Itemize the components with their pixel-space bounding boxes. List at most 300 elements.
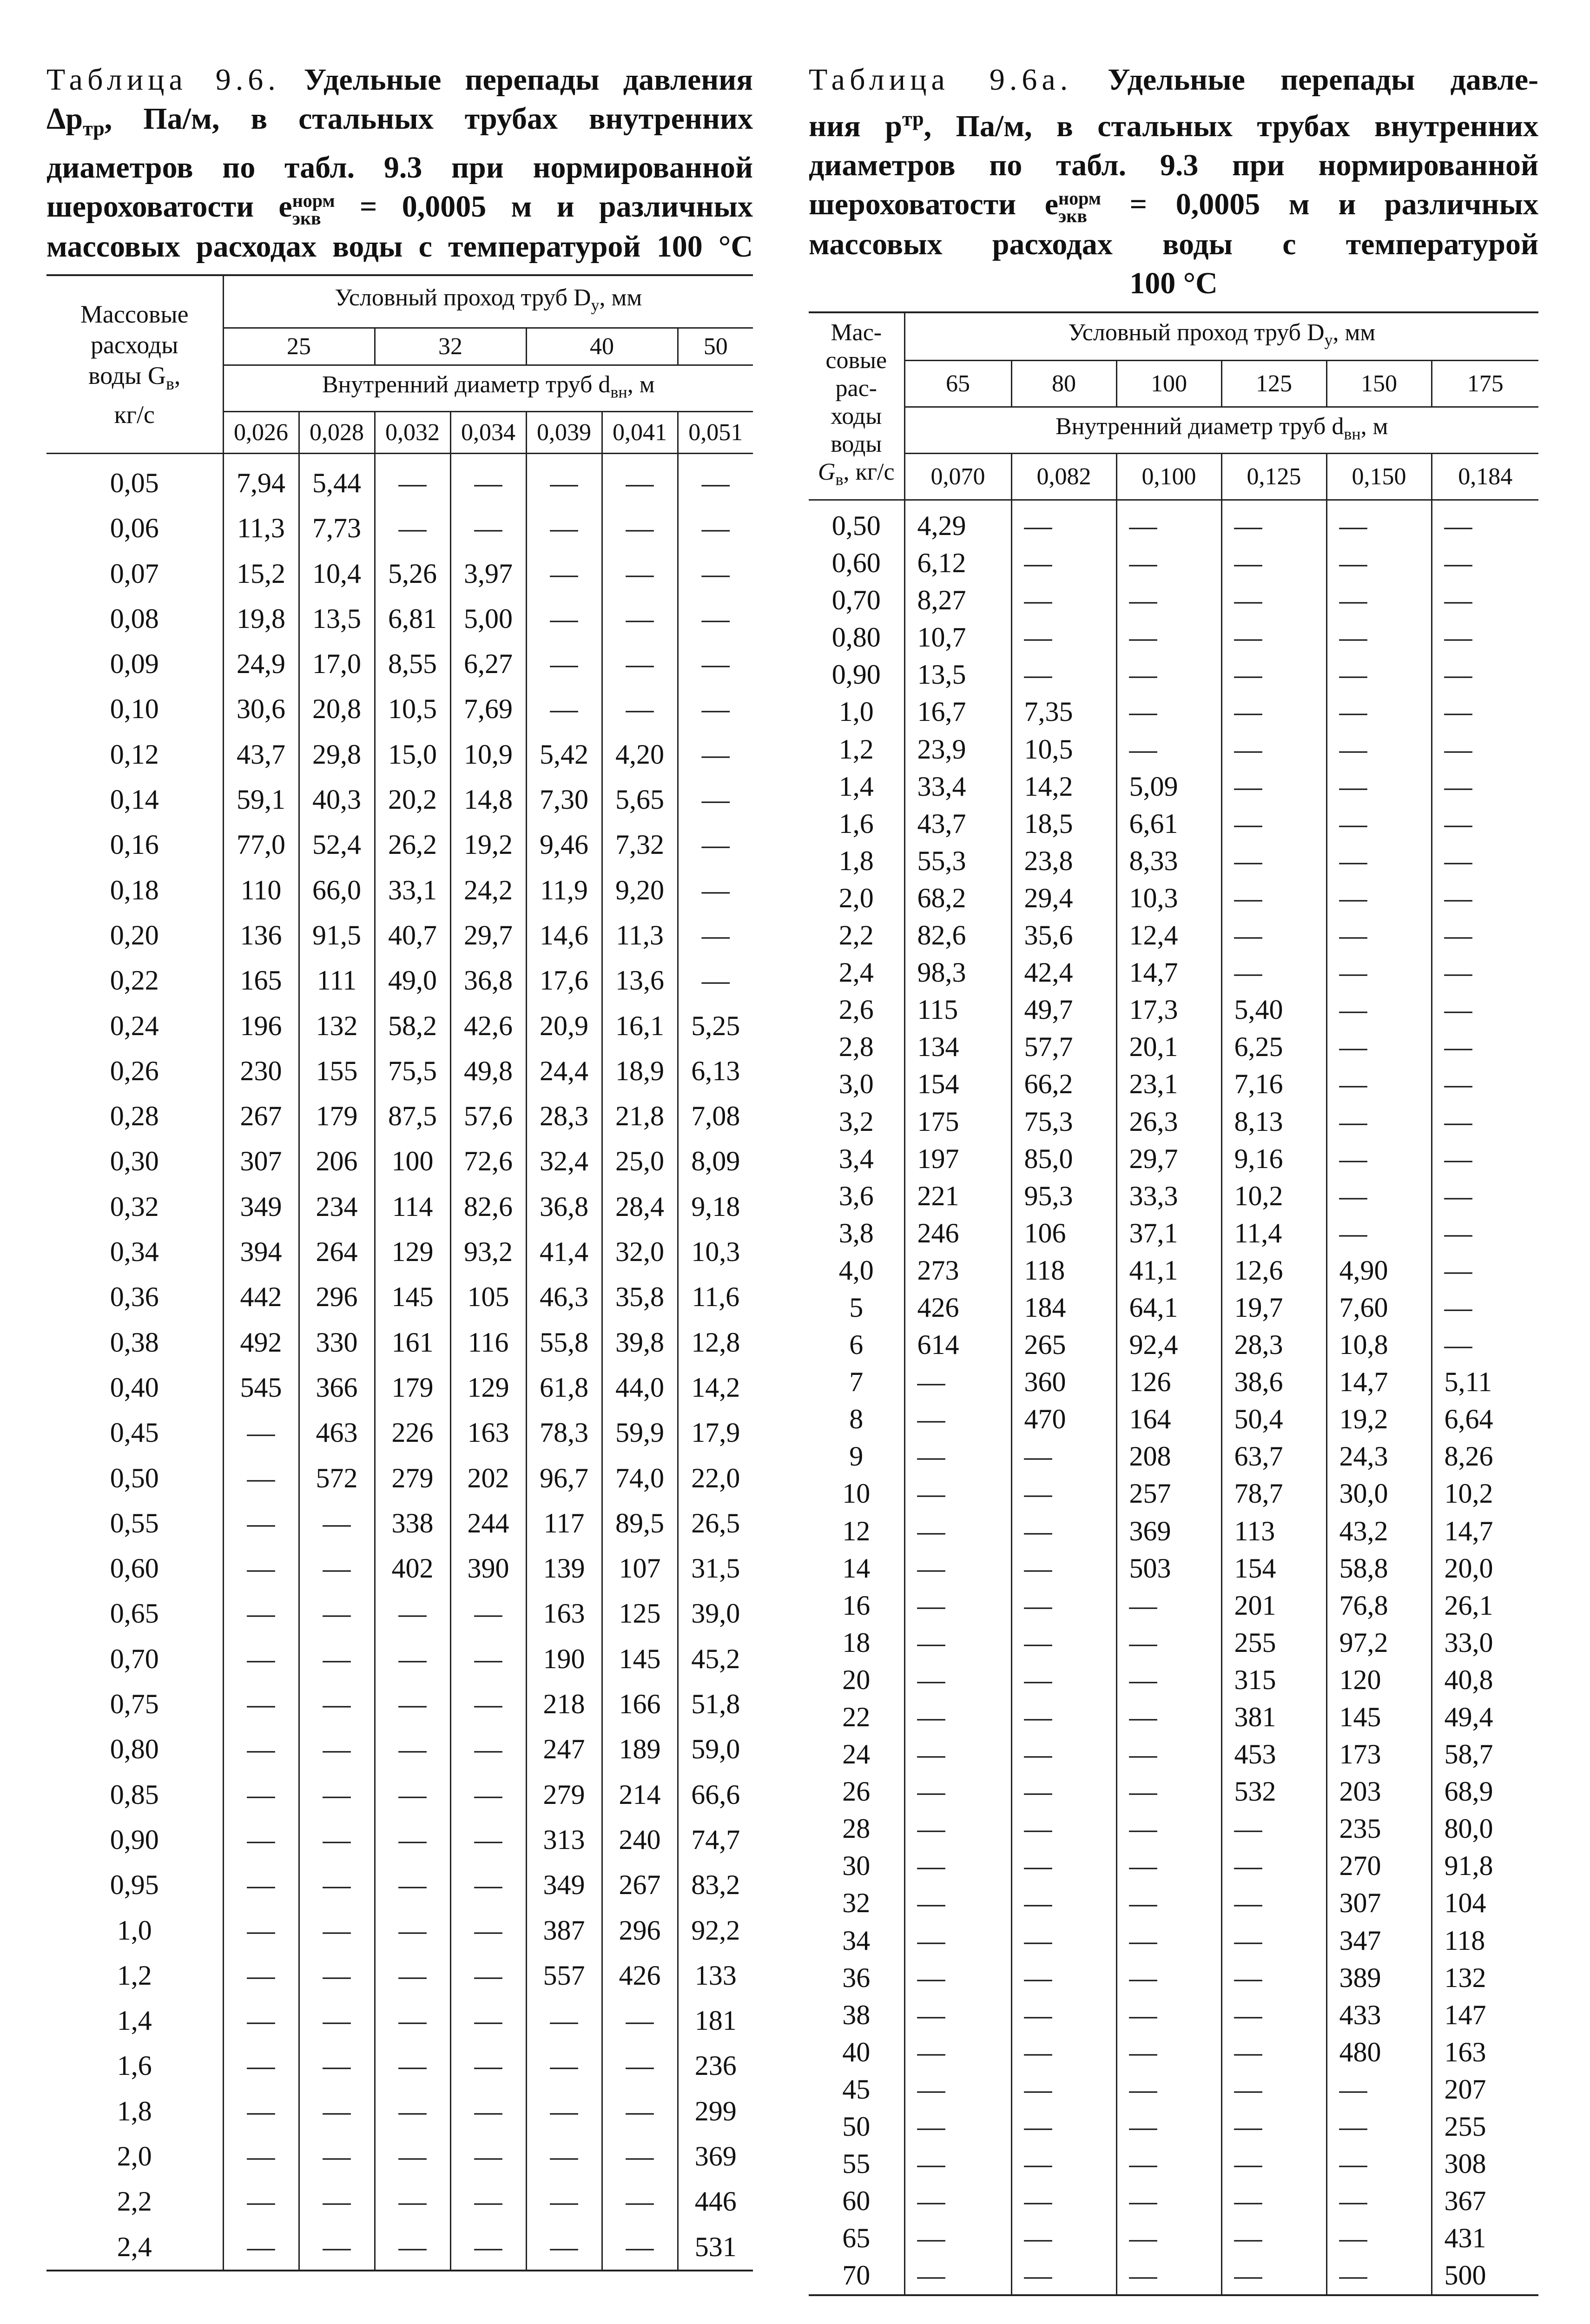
pressure-drop-cell: 77,0 [223, 822, 299, 867]
pressure-drop-cell: 5,09 [1116, 768, 1221, 805]
pressure-drop-cell: — [1221, 1884, 1326, 1921]
pressure-drop-cell: — [904, 1959, 1011, 1996]
pressure-drop-cell: 23,9 [904, 731, 1011, 768]
pressure-drop-cell: — [1326, 1065, 1432, 1103]
mass-flow-cell: 0,20 [46, 913, 223, 958]
pressure-drop-cell: — [678, 958, 753, 1003]
pressure-drop-cell: — [1326, 693, 1432, 730]
pressure-drop-cell: 110 [223, 868, 299, 913]
pressure-drop-cell: 214 [602, 1772, 678, 1817]
table-row [809, 842, 1538, 879]
table-9-6-column [46, 60, 753, 2262]
pressure-drop-cell: 19,2 [1326, 1400, 1432, 1438]
pressure-drop-cell: 61,8 [526, 1365, 602, 1410]
pressure-drop-cell: — [1221, 1996, 1326, 2034]
table-row [46, 1998, 753, 2043]
table-row [809, 1177, 1538, 1215]
pressure-drop-cell: — [526, 2225, 602, 2271]
table-row [809, 1736, 1538, 1773]
mass-flow-cell: 1,2 [809, 731, 904, 768]
mass-flow-cell: 38 [809, 1996, 904, 2034]
table-row [809, 1884, 1538, 1921]
pressure-drop-cell: 10,9 [450, 732, 526, 777]
pressure-drop-cell: — [602, 1998, 678, 2043]
pressure-drop-cell: 85,0 [1011, 1140, 1116, 1177]
pressure-drop-cell: 74,7 [678, 1817, 753, 1862]
pressure-drop-cell: — [450, 2179, 526, 2224]
pressure-drop-cell: 572 [299, 1456, 375, 1501]
pressure-drop-cell: 8,55 [375, 641, 450, 687]
pressure-drop-cell: 10,8 [1326, 1326, 1432, 1363]
pressure-drop-cell: 161 [375, 1320, 450, 1365]
inner-diameter-value: 0,032 [375, 412, 450, 454]
pressure-drop-cell: — [223, 1591, 299, 1636]
pressure-drop-cell: 5,40 [1221, 991, 1326, 1028]
pressure-drop-cell: — [1326, 2219, 1432, 2257]
pressure-drop-cell: — [602, 2225, 678, 2271]
pressure-drop-cell: — [904, 2182, 1011, 2219]
pressure-drop-cell: — [1326, 619, 1432, 656]
pressure-drop-cell: — [1011, 1959, 1116, 1996]
mass-flow-cell: 1,6 [46, 2043, 223, 2088]
mass-flow-cell: 45 [809, 2071, 904, 2108]
pressure-drop-cell: 58,7 [1432, 1736, 1538, 1773]
mass-flow-cell: 0,95 [46, 1862, 223, 1908]
pressure-drop-cell: 10,3 [1116, 879, 1221, 917]
pressure-drop-cell: 532 [1221, 1773, 1326, 1810]
mass-flow-cell: 6 [809, 1326, 904, 1363]
pressure-drop-cell: — [904, 1698, 1011, 1736]
inner-diameter-value: 0,034 [450, 412, 526, 454]
pressure-drop-cell: 24,9 [223, 641, 299, 687]
mass-flow-cell: 70 [809, 2257, 904, 2295]
pressure-drop-cell: 92,2 [678, 1908, 753, 1953]
pressure-drop-cell: — [1011, 1884, 1116, 1921]
pressure-drop-cell: 13,5 [299, 596, 375, 641]
pressure-drop-cell: — [1221, 2145, 1326, 2182]
pressure-drop-cell: — [602, 2043, 678, 2088]
pressure-drop-cell: 64,1 [1116, 1289, 1221, 1326]
pressure-drop-cell: — [299, 1546, 375, 1591]
pressure-drop-cell: 91,5 [299, 913, 375, 958]
pressure-drop-cell: 96,7 [526, 1456, 602, 1501]
pressure-drop-cell: 3,97 [450, 551, 526, 596]
pressure-drop-cell: — [1011, 1847, 1116, 1884]
pressure-drop-cell: 367 [1432, 2182, 1538, 2219]
pressure-drop-cell: — [299, 1862, 375, 1908]
pressure-drop-cell: 442 [223, 1274, 299, 1320]
pressure-drop-cell: 19,7 [1221, 1289, 1326, 1326]
table-row [46, 1004, 753, 1049]
pressure-drop-cell: — [1011, 1438, 1116, 1475]
mass-flow-cell: 30 [809, 1847, 904, 1884]
pressure-drop-cell: 23,8 [1011, 842, 1116, 879]
pressure-drop-cell: 299 [678, 2089, 753, 2134]
pressure-drop-cell: 338 [375, 1501, 450, 1546]
table-row [46, 1591, 753, 1636]
pressure-drop-cell: 154 [1221, 1550, 1326, 1587]
pressure-drop-cell: 24,3 [1326, 1438, 1432, 1475]
pressure-drop-cell: — [1116, 731, 1221, 768]
pressure-drop-cell: 264 [299, 1229, 375, 1274]
pressure-drop-cell: — [299, 2043, 375, 2088]
mass-flow-cell: 0,34 [46, 1229, 223, 1274]
pressure-drop-cell: 545 [223, 1365, 299, 1410]
pressure-drop-cell: 19,8 [223, 596, 299, 641]
mass-flow-cell: 0,80 [809, 619, 904, 656]
pressure-drop-cell: 218 [526, 1682, 602, 1727]
pressure-drop-cell: — [1116, 656, 1221, 693]
table-row [809, 1252, 1538, 1289]
inner-diameter-header: Внутренний диаметр труб $d_{вн}$, м [904, 407, 1538, 454]
pressure-drop-cell: 14,7 [1326, 1363, 1432, 1400]
pressure-drop-cell: 40,3 [299, 777, 375, 822]
pressure-drop-cell: 4,29 [904, 500, 1011, 545]
inner-diameter-value: 0,041 [602, 412, 678, 454]
pressure-drop-cell: 5,42 [526, 732, 602, 777]
pressure-drop-cell: 13,6 [602, 958, 678, 1003]
pressure-drop-cell: 66,0 [299, 868, 375, 913]
mass-flow-cell: 0,05 [46, 454, 223, 506]
pressure-drop-cell: 470 [1011, 1400, 1116, 1438]
mass-flow-cell: 0,60 [46, 1546, 223, 1591]
mass-flow-cell: 0,45 [46, 1410, 223, 1455]
pressure-drop-cell: — [1011, 2071, 1116, 2108]
conditional-passage-header: Условный проход труб $D_у$, мм [223, 275, 753, 328]
mass-flow-cell: 0,24 [46, 1004, 223, 1049]
pressure-drop-cell: — [1432, 768, 1538, 805]
pressure-drop-cell: — [1011, 2257, 1116, 2295]
pressure-drop-cell: — [299, 1998, 375, 2043]
pressure-drop-cell: 10,3 [678, 1229, 753, 1274]
pressure-drop-cell: — [223, 1727, 299, 1772]
pressure-drop-cell: 20,0 [1432, 1550, 1538, 1587]
pressure-drop-cell: — [904, 1736, 1011, 1773]
pressure-drop-cell: — [1221, 1810, 1326, 1847]
pressure-drop-cell: 29,8 [299, 732, 375, 777]
mass-flow-cell: 40 [809, 2034, 904, 2071]
table-row [809, 1512, 1538, 1550]
table-row [46, 2179, 753, 2224]
table-row [46, 822, 753, 867]
pressure-drop-cell: 133 [678, 1953, 753, 1998]
pressure-drop-cell: — [904, 1922, 1011, 1959]
pressure-drop-cell: — [299, 1908, 375, 1953]
dy-value: 175 [1432, 361, 1538, 407]
pressure-drop-cell: — [1326, 500, 1432, 545]
pressure-drop-cell: 155 [299, 1049, 375, 1094]
dy-32: 32 [375, 328, 526, 365]
pressure-drop-cell: 201 [1221, 1587, 1326, 1624]
pressure-drop-cell: 267 [602, 1862, 678, 1908]
pressure-drop-cell: — [223, 1908, 299, 1953]
pressure-drop-cell: 76,8 [1326, 1587, 1432, 1624]
pressure-drop-cell: 154 [904, 1065, 1011, 1103]
pressure-drop-cell: 13,5 [904, 656, 1011, 693]
dy-40: 40 [526, 328, 678, 365]
pressure-drop-cell: — [223, 1998, 299, 2043]
pressure-drop-cell: 39,8 [602, 1320, 678, 1365]
pressure-drop-cell: 614 [904, 1326, 1011, 1363]
pressure-drop-cell: 14,7 [1116, 954, 1221, 991]
table-row [46, 868, 753, 913]
inner-diameter-value: 0,028 [299, 412, 375, 454]
mass-flow-cell: 4,0 [809, 1252, 904, 1289]
pressure-drop-cell: 11,9 [526, 868, 602, 913]
mass-flow-cell: 2,2 [809, 917, 904, 954]
pressure-drop-cell: — [1432, 1252, 1538, 1289]
pressure-drop-cell: 50,4 [1221, 1400, 1326, 1438]
pressure-drop-cell: 126 [1116, 1363, 1221, 1400]
pressure-drop-cell: — [904, 2034, 1011, 2071]
pressure-drop-cell: 270 [1326, 1847, 1432, 1884]
pressure-drop-cell: 97,2 [1326, 1624, 1432, 1661]
pressure-drop-cell: — [1326, 991, 1432, 1028]
pressure-drop-cell: — [1116, 2257, 1221, 2295]
pressure-drop-cell: 24,2 [450, 868, 526, 913]
table-row [809, 1438, 1538, 1475]
pressure-drop-cell: — [450, 506, 526, 551]
pressure-drop-cell: 163 [1432, 2034, 1538, 2071]
table-row [809, 1326, 1538, 1363]
pressure-drop-cell: — [1221, 731, 1326, 768]
pressure-drop-cell: — [450, 1772, 526, 1817]
table-row [46, 1139, 753, 1184]
pressure-drop-cell: 55,8 [526, 1320, 602, 1365]
pressure-drop-cell: — [1221, 2219, 1326, 2257]
pressure-drop-cell: — [1221, 954, 1326, 991]
pressure-drop-cell: 25,0 [602, 1139, 678, 1184]
pressure-drop-cell: 8,13 [1221, 1103, 1326, 1140]
pressure-drop-cell: 5,00 [450, 596, 526, 641]
pressure-drop-cell: — [678, 687, 753, 732]
pressure-drop-cell: 240 [602, 1817, 678, 1862]
pressure-drop-cell: 95,3 [1011, 1177, 1116, 1215]
pressure-drop-cell: — [1116, 1996, 1221, 2034]
pressure-drop-cell: 58,2 [375, 1004, 450, 1049]
pressure-drop-cell: — [223, 1817, 299, 1862]
pressure-drop-cell: 10,7 [904, 619, 1011, 656]
pressure-drop-cell: 203 [1326, 1773, 1432, 1810]
pressure-drop-cell: 7,69 [450, 687, 526, 732]
pressure-drop-cell: — [223, 1637, 299, 1682]
table-row [46, 1094, 753, 1139]
table-row [809, 2219, 1538, 2257]
mass-flow-cell: 2,0 [809, 879, 904, 917]
mass-flow-cell: 20 [809, 1661, 904, 1698]
table-row [46, 2134, 753, 2179]
pressure-drop-cell: — [904, 2108, 1011, 2145]
pressure-drop-cell: 279 [526, 1772, 602, 1817]
pressure-drop-cell: 23,1 [1116, 1065, 1221, 1103]
pressure-drop-cell: 11,3 [602, 913, 678, 958]
pressure-drop-cell: 349 [526, 1862, 602, 1908]
pressure-drop-cell: 14,8 [450, 777, 526, 822]
pressure-drop-cell: — [299, 2089, 375, 2134]
pressure-drop-cell: 74,0 [602, 1456, 678, 1501]
caption-label: Таблица 9.6а. [809, 63, 1073, 97]
pressure-drop-cell: 42,4 [1011, 954, 1116, 991]
pressure-drop-cell: 59,0 [678, 1727, 753, 1772]
table-row [809, 581, 1538, 619]
mass-flow-cell: 0,90 [46, 1817, 223, 1862]
pressure-drop-cell: 10,2 [1432, 1475, 1538, 1512]
pressure-drop-cell: 14,6 [526, 913, 602, 958]
pressure-drop-cell: 57,7 [1011, 1028, 1116, 1065]
pressure-drop-cell: — [1326, 2071, 1432, 2108]
pressure-drop-cell: 115 [904, 991, 1011, 1028]
mass-flow-cell: 0,50 [809, 500, 904, 545]
pressure-drop-cell: — [1326, 1140, 1432, 1177]
pressure-drop-cell: — [1221, 2108, 1326, 2145]
mass-flow-cell: 3,2 [809, 1103, 904, 1140]
table-row [809, 1847, 1538, 1884]
table-9-6a-column [809, 60, 1539, 2291]
pressure-drop-cell: — [678, 641, 753, 687]
table-9-6a-caption: Таблица 9.6а. Удельные перепады давле- ния $p^{тр}$, Па/м, в стальных трубах внутренних диаметров по табл. 9.3 при нормированной шероховатости e норм экв = 0,0005 м и различных массовых расходах воды с температурой 100 °С [809, 63, 1539, 300]
pressure-drop-cell: — [904, 1884, 1011, 1921]
pressure-drop-cell: — [1432, 581, 1538, 619]
pressure-drop-cell: 296 [299, 1274, 375, 1320]
pressure-drop-cell: — [223, 2089, 299, 2134]
pressure-drop-cell: — [1326, 805, 1432, 842]
pressure-drop-cell: — [1221, 768, 1326, 805]
pressure-drop-cell: — [602, 551, 678, 596]
pressure-drop-cell: 66,6 [678, 1772, 753, 1817]
pressure-drop-cell: — [375, 2043, 450, 2088]
pressure-drop-cell: 7,73 [299, 506, 375, 551]
table-row [46, 1184, 753, 1229]
table-row [46, 454, 753, 506]
mass-flow-cell: 65 [809, 2219, 904, 2257]
table-row [809, 1289, 1538, 1326]
pressure-drop-cell: — [223, 2134, 299, 2179]
mass-flow-cell: 0,16 [46, 822, 223, 867]
pressure-drop-cell: 33,1 [375, 868, 450, 913]
pressure-drop-cell: 83,2 [678, 1862, 753, 1908]
pressure-drop-cell: 29,7 [450, 913, 526, 958]
dy-25: 25 [223, 328, 375, 365]
pressure-drop-cell: — [904, 1438, 1011, 1475]
pressure-drop-cell: — [1326, 1103, 1432, 1140]
pressure-drop-cell: 531 [678, 2225, 753, 2271]
mass-flow-cell: 0,08 [46, 596, 223, 641]
pressure-drop-cell: — [904, 1847, 1011, 1884]
pressure-drop-cell: 26,1 [1432, 1587, 1538, 1624]
pressure-drop-cell: — [602, 596, 678, 641]
pressure-drop-cell: 6,25 [1221, 1028, 1326, 1065]
pressure-drop-cell: — [1011, 500, 1116, 545]
mass-flow-cell: 36 [809, 1959, 904, 1996]
pressure-drop-cell: — [678, 454, 753, 506]
mass-flow-cell: 50 [809, 2108, 904, 2145]
inner-diameter-value: 0,100 [1116, 454, 1221, 500]
pressure-drop-cell: — [375, 1727, 450, 1772]
pressure-drop-cell: — [450, 1682, 526, 1727]
pressure-drop-cell: — [1116, 500, 1221, 545]
table-row [809, 2071, 1538, 2108]
pressure-drop-cell: 175 [904, 1103, 1011, 1140]
pressure-drop-cell: — [223, 2043, 299, 2088]
pressure-drop-cell: 7,94 [223, 454, 299, 506]
pressure-drop-cell: 255 [1432, 2108, 1538, 2145]
pressure-drop-cell: 296 [602, 1908, 678, 1953]
pressure-drop-cell: — [1221, 879, 1326, 917]
pressure-drop-cell: 15,2 [223, 551, 299, 596]
mass-flow-cell: 0,90 [809, 656, 904, 693]
pressure-drop-cell: 236 [678, 2043, 753, 2088]
mass-flow-cell: 1,4 [809, 768, 904, 805]
pressure-drop-cell: — [375, 1817, 450, 1862]
inner-diameter-value: 0,125 [1221, 454, 1326, 500]
pressure-drop-cell: 117 [526, 1501, 602, 1546]
inner-diameter-header: Внутренний диаметр труб $d_{вн}$, м [223, 365, 753, 412]
table-row [46, 1456, 753, 1501]
pressure-drop-cell: 17,6 [526, 958, 602, 1003]
table-row [809, 2257, 1538, 2295]
table-row [46, 641, 753, 687]
pressure-drop-cell: — [678, 913, 753, 958]
pressure-drop-cell: — [1326, 2257, 1432, 2295]
mass-flow-cell: 0,10 [46, 687, 223, 732]
table-row [46, 1637, 753, 1682]
pressure-drop-cell: 202 [450, 1456, 526, 1501]
pressure-drop-cell: 33,0 [1432, 1624, 1538, 1661]
pressure-drop-cell: — [678, 732, 753, 777]
pressure-drop-cell: 163 [450, 1410, 526, 1455]
pressure-drop-cell: 35,8 [602, 1274, 678, 1320]
pressure-drop-cell: — [450, 1817, 526, 1862]
pressure-drop-cell: — [375, 506, 450, 551]
pressure-drop-cell: 163 [526, 1591, 602, 1636]
pressure-drop-cell: 9,16 [1221, 1140, 1326, 1177]
mass-flow-cell: 2,0 [46, 2134, 223, 2179]
pressure-drop-cell: 46,3 [526, 1274, 602, 1320]
pressure-drop-cell: — [526, 2043, 602, 2088]
pressure-drop-cell: — [904, 1363, 1011, 1400]
mass-flow-cell: 0,85 [46, 1772, 223, 1817]
mass-flow-cell: 1,0 [46, 1908, 223, 1953]
pressure-drop-cell: 28,3 [526, 1094, 602, 1139]
table-row [46, 1501, 753, 1546]
table-row [46, 687, 753, 732]
pressure-drop-cell: — [526, 641, 602, 687]
pressure-drop-cell: — [1326, 544, 1432, 581]
pressure-drop-cell: 92,4 [1116, 1326, 1221, 1363]
pressure-drop-cell: 43,2 [1326, 1512, 1432, 1550]
mass-flow-cell: 3,6 [809, 1177, 904, 1215]
dy-value: 100 [1116, 361, 1221, 407]
pressure-drop-cell: — [1326, 731, 1432, 768]
pressure-drop-cell: — [1326, 656, 1432, 693]
pressure-drop-cell: — [299, 1501, 375, 1546]
pressure-drop-cell: — [1011, 1624, 1116, 1661]
pressure-drop-cell: — [1011, 2219, 1116, 2257]
pressure-drop-cell: 166 [602, 1682, 678, 1727]
pressure-drop-cell: 221 [904, 1177, 1011, 1215]
mass-flow-cell: 0,40 [46, 1365, 223, 1410]
pressure-drop-cell: — [1011, 1736, 1116, 1773]
pressure-drop-cell: 26,2 [375, 822, 450, 867]
pressure-drop-cell: 87,5 [375, 1094, 450, 1139]
pressure-drop-cell: 118 [1432, 1922, 1538, 1959]
pressure-drop-cell: — [1326, 917, 1432, 954]
pressure-drop-cell: 196 [223, 1004, 299, 1049]
pressure-drop-cell: 52,4 [299, 822, 375, 867]
pressure-drop-cell: 8,09 [678, 1139, 753, 1184]
pressure-drop-cell: 18,5 [1011, 805, 1116, 842]
pressure-drop-cell: 105 [450, 1274, 526, 1320]
